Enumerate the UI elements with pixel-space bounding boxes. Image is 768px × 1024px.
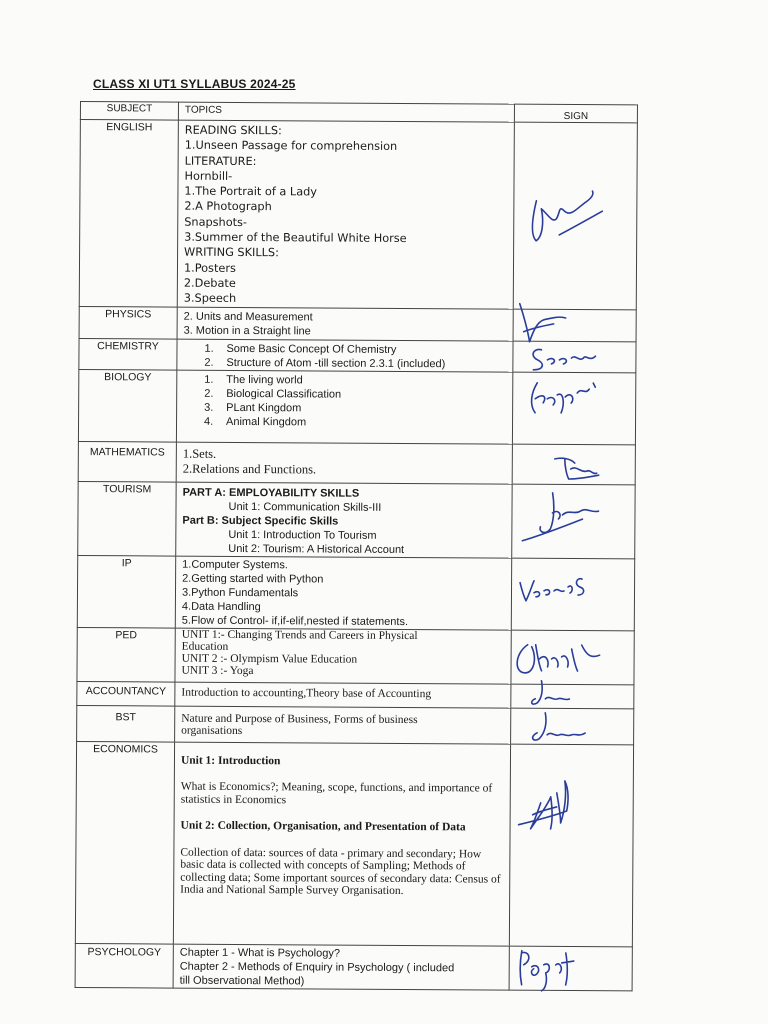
topic-line: Education bbox=[181, 640, 229, 653]
table-row bbox=[75, 741, 633, 946]
topic-number: 4. bbox=[204, 415, 214, 428]
topic-line: Unit 2: Tourism: A Historical Account bbox=[228, 542, 405, 556]
topics-mathematics bbox=[176, 442, 512, 484]
topic-line: LITERATURE: bbox=[184, 154, 257, 168]
signature-image bbox=[513, 372, 636, 445]
topic-line: PART A: EMPLOYABILITY SKILLS bbox=[182, 486, 360, 500]
topics-psychology bbox=[173, 944, 509, 990]
topic-line: 2.A Photograph bbox=[184, 200, 272, 214]
subject-physics: PHYSICS bbox=[79, 306, 177, 339]
signature-image bbox=[512, 484, 635, 557]
topic-line: 2.Debate bbox=[183, 276, 236, 290]
topics-english bbox=[177, 120, 514, 309]
signature-image bbox=[513, 341, 636, 372]
topic-line bbox=[204, 414, 512, 430]
table-row bbox=[79, 306, 636, 341]
topic-line: 4.Data Handling bbox=[181, 600, 261, 613]
table-row bbox=[78, 441, 635, 484]
subject-ped: PED bbox=[77, 627, 175, 682]
subject-tourism: TOURISM bbox=[78, 481, 176, 556]
table-row bbox=[79, 338, 636, 372]
topic-line: 3.Summer of the Beautiful White Horse bbox=[184, 230, 407, 246]
topic-line: 1.The Portrait of a Lady bbox=[184, 184, 318, 199]
page-title: CLASS XI UT1 SYLLABUS 2024-25 bbox=[93, 77, 296, 91]
subject-economics: ECONOMICS bbox=[75, 741, 174, 944]
table-row bbox=[77, 705, 634, 744]
topic-line bbox=[204, 372, 512, 388]
topic-text: Some Basic Concept Of Chemistry bbox=[226, 342, 397, 356]
topic-line: Unit 2: Collection, Organisation, and Presentation of Data bbox=[180, 819, 466, 834]
topic-line: UNIT 3 :- Yoga bbox=[181, 664, 254, 677]
topic-line: 2.Getting started with Python bbox=[182, 572, 324, 586]
topics-chemistry bbox=[177, 339, 513, 372]
topic-line: Unit 1: Introduction To Tourism bbox=[228, 528, 377, 542]
topic-text: Structure of Atom -till section 2.3.1 (included) bbox=[226, 356, 446, 370]
topic-number: 3. bbox=[204, 401, 214, 414]
topics-physics bbox=[177, 307, 513, 341]
topic-line: 1.Sets. bbox=[182, 446, 217, 461]
header-subject: SUBJECT bbox=[80, 102, 178, 121]
subject-biology: BIOLOGY bbox=[78, 369, 176, 442]
topic-line: 2.Relations and Functions. bbox=[182, 461, 317, 477]
sign-cell-physics bbox=[513, 309, 636, 342]
topic-line: Introduction to accounting,Theory base of Accounting bbox=[181, 686, 432, 700]
signature-image bbox=[513, 444, 636, 485]
topic-number: 2. bbox=[204, 356, 214, 369]
topics-ped bbox=[175, 628, 511, 684]
topic-line bbox=[204, 400, 512, 416]
signature-image bbox=[511, 684, 634, 709]
sign-cell-ped bbox=[511, 630, 634, 685]
topic-line: Chapter 2 - Methods of Enquiry in Psychology ( included bbox=[179, 960, 455, 974]
topic-line: 1.Unseen Passage for comprehension bbox=[184, 138, 398, 154]
sign-cell-ip bbox=[511, 558, 634, 631]
signature-image bbox=[510, 744, 634, 947]
topics-accountancy bbox=[175, 682, 511, 708]
topic-line bbox=[204, 386, 512, 402]
topics-tourism bbox=[176, 482, 512, 558]
topic-line bbox=[204, 355, 512, 371]
sign-cell-mathematics bbox=[512, 444, 635, 485]
header-sign: SIGN bbox=[514, 104, 637, 123]
signature-image bbox=[511, 708, 634, 745]
sign-cell-tourism bbox=[512, 484, 635, 559]
topic-text: Biological Classification bbox=[226, 387, 342, 401]
topic-line: READING SKILLS: bbox=[184, 123, 282, 138]
topic-line: 3.Python Fundamentals bbox=[181, 586, 299, 599]
topics-ip bbox=[175, 556, 511, 630]
topic-line: UNIT 1:- Changing Trends and Careers in Physical bbox=[181, 628, 418, 642]
topics-economics bbox=[173, 742, 510, 946]
topic-text: PLant Kingdom bbox=[226, 401, 302, 414]
sign-cell-chemistry bbox=[513, 341, 636, 373]
topic-number: 1. bbox=[204, 342, 214, 355]
topic-line: 1.Posters bbox=[183, 261, 236, 275]
topic-line: 1.Computer Systems. bbox=[182, 558, 288, 571]
topic-line: Hornbill- bbox=[184, 169, 233, 183]
table-row bbox=[77, 681, 634, 708]
signature-image bbox=[514, 309, 637, 342]
topic-number: 1. bbox=[204, 373, 214, 386]
topic-line: Nature and Purpose of Business, Forms of business bbox=[181, 712, 418, 726]
header-topics: TOPICS bbox=[178, 102, 514, 122]
sign-cell-biology bbox=[512, 372, 635, 445]
subject-english: ENGLISH bbox=[79, 120, 178, 307]
topic-line: Collection of data: sources of data - primary and secondary; How basic data is collected with concepts of Sampling; Methods of collecting data; Some important sources of secondary data: Census of India and National Sample Survey Organisation. bbox=[180, 846, 501, 898]
topic-line: 2. Units and Measurement bbox=[183, 310, 313, 323]
syllabus-table bbox=[75, 101, 638, 991]
sign-cell-english bbox=[513, 122, 637, 309]
topic-line: WRITING SKILLS: bbox=[184, 246, 279, 260]
topics-bst bbox=[175, 706, 511, 744]
table-row bbox=[77, 627, 634, 684]
sign-cell-economics bbox=[509, 744, 633, 947]
sign-cell-psychology bbox=[509, 946, 632, 991]
signature-image bbox=[514, 123, 638, 308]
signature-image bbox=[511, 630, 634, 685]
signature-image bbox=[510, 946, 633, 989]
table-row bbox=[79, 120, 637, 310]
topic-line: Snapshots- bbox=[184, 215, 248, 229]
topics-biology bbox=[176, 370, 512, 444]
subject-mathematics: MATHEMATICS bbox=[78, 441, 176, 482]
topic-line: Part B: Subject Specific Skills bbox=[182, 514, 339, 528]
subject-bst: BST bbox=[77, 705, 175, 742]
table-row bbox=[78, 369, 635, 444]
topic-line: Chapter 1 - What is Psychology? bbox=[179, 946, 341, 960]
topic-line: till Observational Method) bbox=[179, 974, 305, 987]
subject-ip: IP bbox=[77, 555, 175, 628]
topic-line: 3.Speech bbox=[183, 291, 237, 306]
topic-number: 2. bbox=[204, 387, 214, 400]
table-row bbox=[77, 555, 634, 630]
table-row bbox=[75, 943, 632, 990]
topic-text: The living world bbox=[226, 373, 303, 386]
topic-line: Unit 1: Introduction bbox=[180, 754, 281, 767]
table-row bbox=[78, 481, 635, 558]
topic-line bbox=[204, 341, 512, 357]
subject-chemistry: CHEMISTRY bbox=[79, 338, 177, 370]
topic-line: organisations bbox=[181, 724, 243, 737]
subject-psychology: PSYCHOLOGY bbox=[75, 943, 173, 988]
topic-line: UNIT 2 :- Olympism Value Education bbox=[181, 652, 358, 666]
signature-image bbox=[512, 558, 635, 629]
sign-cell-bst bbox=[511, 708, 634, 745]
topic-line: Unit 1: Communication Skills-III bbox=[228, 500, 382, 514]
topic-line: 5.Flow of Control- if,if-elif,nested if statements. bbox=[181, 614, 409, 628]
sign-cell-accountancy bbox=[511, 684, 634, 709]
topic-text: Animal Kingdom bbox=[226, 415, 307, 428]
subject-accountancy: ACCOUNTANCY bbox=[77, 681, 175, 706]
topic-line: What is Economics?; Meaning, scope, functions, and importance of statistics in Economics bbox=[180, 780, 493, 806]
topic-line: 3. Motion in a Straight line bbox=[183, 324, 311, 337]
